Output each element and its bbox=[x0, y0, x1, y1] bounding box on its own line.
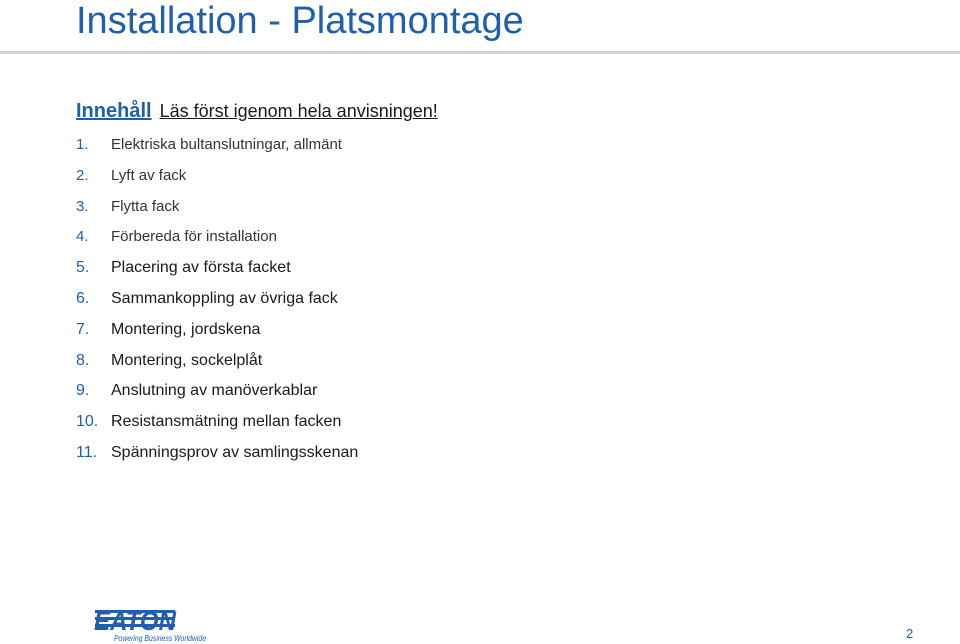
toc-item-number: 7. bbox=[76, 320, 90, 338]
contents-header bbox=[76, 99, 438, 125]
toc-item-number: 10. bbox=[76, 413, 99, 431]
toc-item-label: Placering av första facket bbox=[111, 259, 291, 277]
page-number: 2 bbox=[906, 626, 914, 641]
toc-item-label: Sammankoppling av övriga fack bbox=[111, 289, 338, 307]
toc-item-number: 5. bbox=[76, 259, 90, 277]
toc-item bbox=[76, 410, 358, 441]
read-first-note: Läs först igenom hela anvisningen! bbox=[159, 101, 438, 121]
toc-item-label: Resistansmätning mellan facken bbox=[111, 413, 342, 431]
toc-item-number: 3. bbox=[76, 197, 89, 215]
toc-item-number: 4. bbox=[76, 228, 89, 246]
toc-item-label: Elektriska bultanslutningar, allmänt bbox=[111, 136, 342, 153]
toc-item bbox=[76, 225, 358, 256]
logo-wordmark: EATON bbox=[94, 606, 177, 636]
toc-item-number: 11. bbox=[76, 443, 98, 461]
toc-item-label: Flytta fack bbox=[111, 197, 180, 215]
toc-item bbox=[76, 287, 358, 318]
table-of-contents bbox=[76, 133, 358, 472]
eaton-logo bbox=[94, 606, 210, 644]
toc-item-label: Montering, sockelplåt bbox=[111, 351, 263, 369]
logo-tagline: Powering Business Worldwide bbox=[114, 634, 207, 643]
toc-item bbox=[76, 349, 358, 380]
toc-item bbox=[76, 164, 358, 195]
toc-item-number: 8. bbox=[76, 351, 90, 369]
toc-item-label: Spänningsprov av samlingsskenan bbox=[111, 443, 359, 461]
toc-item bbox=[76, 441, 358, 472]
toc-item bbox=[76, 256, 358, 287]
toc-item-number: 9. bbox=[76, 382, 90, 400]
title-divider bbox=[0, 51, 960, 54]
toc-item-number: 2. bbox=[76, 166, 89, 184]
toc-item bbox=[76, 195, 358, 226]
toc-item-label: Lyft av fack bbox=[111, 166, 187, 184]
contents-heading: Innehåll bbox=[76, 100, 152, 122]
page-title: Installation - Platsmontage bbox=[76, 0, 524, 42]
toc-item bbox=[76, 379, 358, 410]
toc-item bbox=[76, 318, 358, 349]
toc-item-label: Förbereda för installation bbox=[111, 228, 277, 246]
toc-item-label: Anslutning av manöverkablar bbox=[111, 382, 318, 400]
toc-item-number: 6. bbox=[76, 289, 90, 307]
toc-item-label: Montering, jordskena bbox=[111, 320, 261, 338]
toc-item-number: 1. bbox=[76, 136, 89, 153]
toc-item bbox=[76, 133, 358, 164]
